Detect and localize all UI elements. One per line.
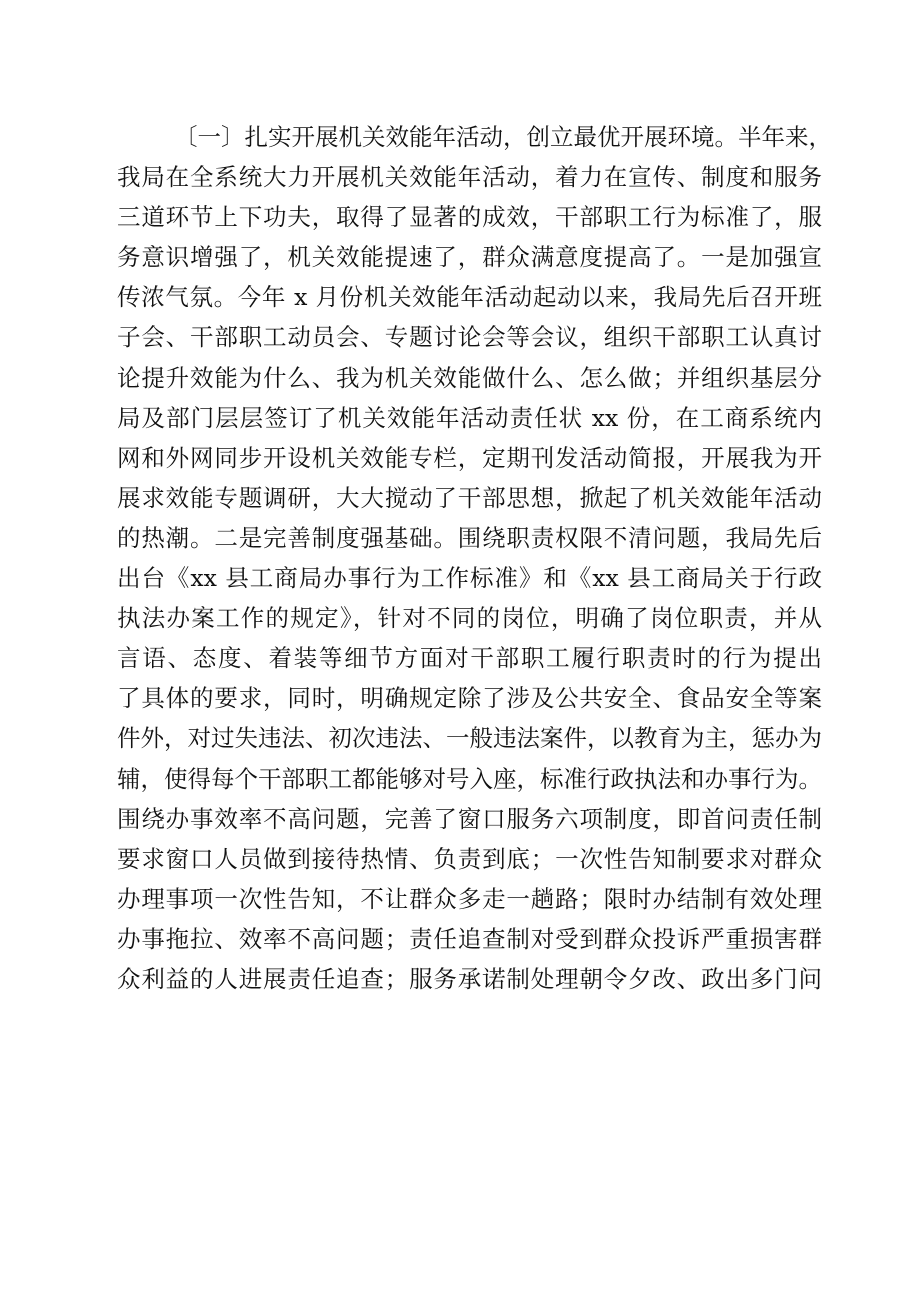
paragraph-line-4: 务意识增强了，机关效能提速了，群众满意度提高了。一是加强宣 bbox=[117, 243, 822, 272]
paragraph-line-11: 的热潮。二是完善制度强基础。围绕职责权限不清问题，我局先后 bbox=[117, 523, 822, 552]
paragraph-line-16: 件外，对过失违法、初次违法、一般违法案件，以教育为主，惩办为 bbox=[117, 724, 822, 753]
body-paragraph bbox=[117, 117, 832, 999]
paragraph-line-20: 办理事项一次性告知，不让群众多走一趟路；限时办结制有效处理 bbox=[117, 884, 822, 913]
paragraph-line-14: 言语、态度、着装等细节方面对干部职工履行职责时的行为提出 bbox=[117, 644, 822, 673]
paragraph-line-10: 展求效能专题调研，大大搅动了干部思想，掀起了机关效能年活动 bbox=[117, 483, 822, 512]
paragraph-line-8: 局及部门层层签订了机关效能年活动责任状 xx 份，在工商系统内 bbox=[117, 403, 822, 432]
paragraph-line-9: 网和外网同步开设机关效能专栏，定期刊发活动简报，开展我为开 bbox=[117, 443, 822, 472]
paragraph-line-6: 子会、干部职工动员会、专题讨论会等会议，组织干部职工认真讨 bbox=[117, 323, 822, 352]
paragraph-line-5: 传浓气氛。今年 x 月份机关效能年活动起动以来，我局先后召开班 bbox=[117, 283, 822, 312]
paragraph-line-2: 我局在全系统大力开展机关效能年活动，着力在宣传、制度和服务 bbox=[117, 163, 822, 192]
paragraph-line-7: 论提升效能为什么、我为机关效能做什么、怎么做；并组织基层分 bbox=[117, 363, 822, 392]
paragraph-line-12: 出台《xx 县工商局办事行为工作标准》和《xx 县工商局关于行政 bbox=[117, 564, 822, 593]
paragraph-line-18: 围绕办事效率不高问题，完善了窗口服务六项制度，即首问责任制 bbox=[117, 804, 822, 833]
paragraph-line-17: 辅，使得每个干部职工都能够对号入座，标准行政执法和办事行为。 bbox=[117, 764, 822, 793]
paragraph-line-22: 众利益的人进展责任追查；服务承诺制处理朝令夕改、政出多门问 bbox=[117, 964, 822, 993]
paragraph-line-21: 办事拖拉、效率不高问题；责任追查制对受到群众投诉严重损害群 bbox=[117, 924, 822, 953]
paragraph-line-15: 了具体的要求，同时，明确规定除了涉及公共安全、食品安全等案 bbox=[117, 684, 822, 713]
paragraph-line-13: 执法办案工作的规定》，针对不同的岗位，明确了岗位职责，并从 bbox=[117, 604, 822, 633]
paragraph-line-19: 要求窗口人员做到接待热情、负责到底；一次性告知制要求对群众 bbox=[117, 844, 822, 873]
paragraph-line-3: 三道环节上下功夫，取得了显著的成效，干部职工行为标准了，服 bbox=[117, 203, 822, 232]
paragraph-line-1: 〔一〕扎实开展机关效能年活动，创立最优开展环境。半年来， bbox=[174, 123, 832, 151]
